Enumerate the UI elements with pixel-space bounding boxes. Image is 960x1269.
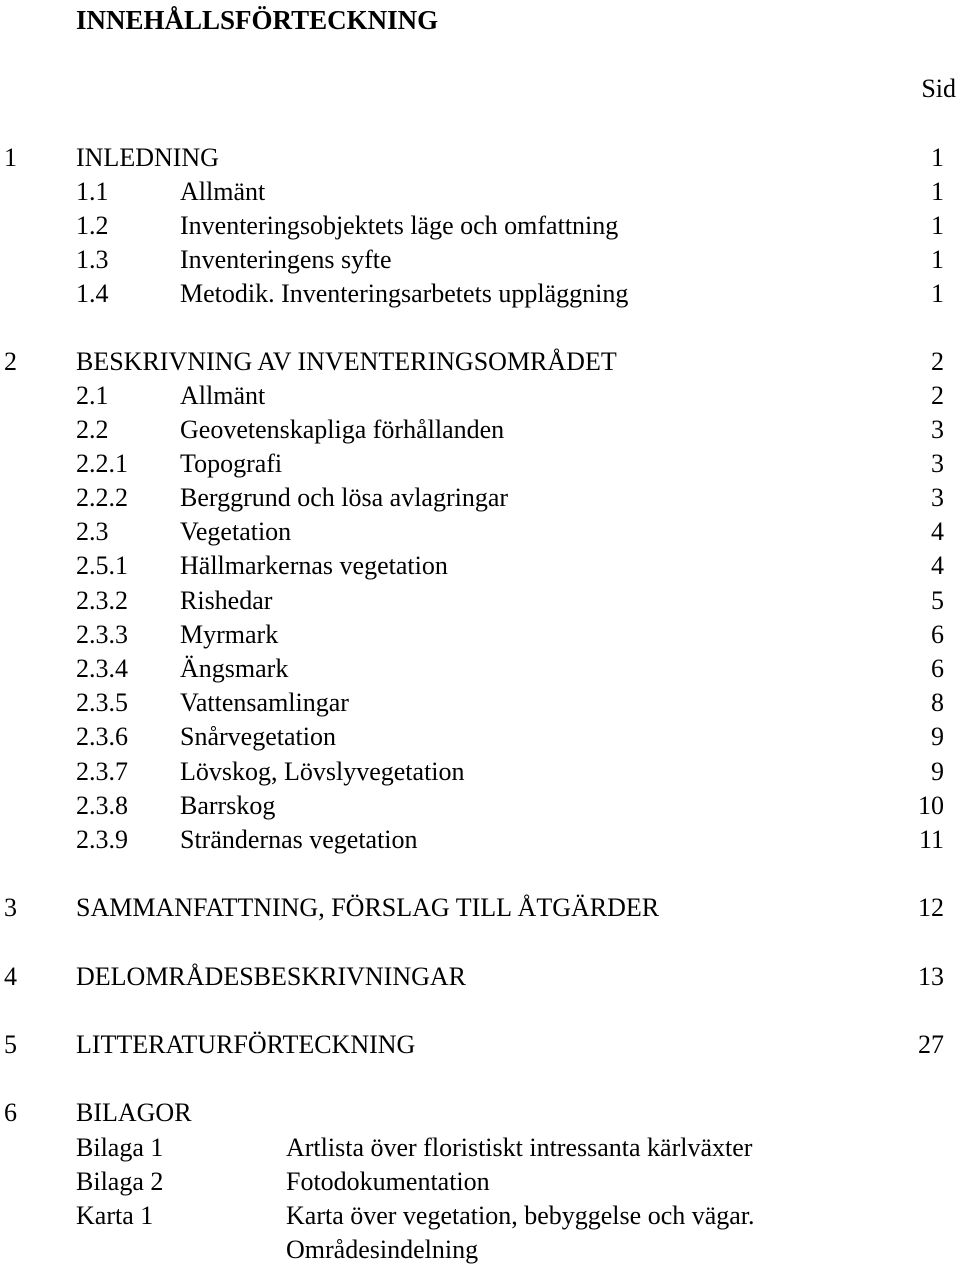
toc-number: 4 (4, 962, 17, 991)
toc-page: 4 (931, 517, 944, 546)
toc-section-2-3-2 (0, 584, 960, 618)
toc-number: 2.3 (76, 517, 109, 546)
toc-number: 2.3.3 (76, 620, 128, 649)
toc-section-1-4 (0, 277, 960, 311)
toc-number: 2.3.2 (76, 586, 128, 615)
toc-number: 1.3 (76, 245, 109, 274)
toc-title: SAMMANFATTNING, FÖRSLAG TILL ÅTGÄRDER (76, 893, 660, 922)
toc-title: Hällmarkernas vegetation (180, 551, 448, 580)
toc-title: Topografi (180, 449, 283, 478)
toc-section-2-3-8 (0, 789, 960, 823)
toc-number: 2.2.1 (76, 449, 128, 478)
toc-title: Berggrund och lösa avlagringar (180, 483, 509, 512)
toc-title: LITTERATURFÖRTECKNING (76, 1030, 416, 1059)
toc-page: 3 (931, 415, 944, 444)
toc-chapter-2 (0, 345, 960, 379)
toc-section-2-3-3 (0, 618, 960, 652)
page-column-label: Sid (921, 74, 956, 103)
toc-page: 9 (931, 722, 944, 751)
toc-page: 27 (918, 1030, 944, 1059)
toc-title: Allmänt (180, 381, 266, 410)
toc-title: INLEDNING (76, 143, 219, 172)
toc-section-2-2-1 (0, 447, 960, 481)
toc-title: Metodik. Inventeringsarbetets uppläggning (180, 279, 629, 308)
toc-page: 11 (918, 825, 944, 854)
toc-page: 3 (931, 483, 944, 512)
toc-section-2-1 (0, 379, 960, 413)
toc-page: 12 (918, 893, 944, 922)
toc-section-2-3-5 (0, 686, 960, 720)
attachment-row (0, 1165, 960, 1199)
toc-title: Myrmark (180, 620, 279, 649)
toc-number: 2.3.7 (76, 757, 128, 786)
attachment-description: Karta över vegetation, bebyggelse och vägar. (286, 1201, 755, 1230)
toc-chapter-4 (0, 960, 960, 994)
attachment-row (0, 1199, 960, 1233)
toc-section-2-3-9 (0, 823, 960, 857)
toc-section-1-3 (0, 243, 960, 277)
document-title: INNEHÅLLSFÖRTECKNING (76, 5, 439, 35)
toc-title: Allmänt (180, 177, 266, 206)
toc-page: 13 (918, 962, 944, 991)
toc-title: BESKRIVNING AV INVENTERINGSOMRÅDET (76, 347, 617, 376)
toc-number: 1.2 (76, 211, 109, 240)
toc-page: 1 (931, 211, 944, 240)
attachment-description: Områdesindelning (286, 1235, 479, 1264)
toc-section-2-3-4 (0, 652, 960, 686)
attachment-row-continued (0, 1233, 960, 1267)
toc-page: 4 (931, 551, 944, 580)
toc-number: 1.1 (76, 177, 109, 206)
toc-title: Vegetation (180, 517, 292, 546)
toc-chapter-1 (0, 141, 960, 175)
toc-page: 6 (931, 654, 944, 683)
toc-title: Rishedar (180, 586, 273, 615)
toc-section-2-5-1 (0, 549, 960, 583)
toc-page: 8 (931, 688, 944, 717)
toc-number: 2.2.2 (76, 483, 128, 512)
toc-page: 2 (931, 381, 944, 410)
toc-section-1-2 (0, 209, 960, 243)
attachment-description: Fotodokumentation (286, 1167, 490, 1196)
toc-title: Strändernas vegetation (180, 825, 418, 854)
toc-number: 2.2 (76, 415, 109, 444)
toc-number: 2 (4, 347, 17, 376)
toc-title: BILAGOR (76, 1098, 192, 1127)
toc-page: 1 (931, 177, 944, 206)
toc-number: 3 (4, 893, 17, 922)
toc-number: 2.3.4 (76, 654, 128, 683)
toc-title: Ängsmark (180, 654, 289, 683)
toc-number: 2.1 (76, 381, 109, 410)
toc-number: 2.3.9 (76, 825, 128, 854)
toc-section-2-3 (0, 515, 960, 549)
toc-title: Geovetenskapliga förhållanden (180, 415, 505, 444)
toc-number: 2.3.6 (76, 722, 128, 751)
toc-number: 2.5.1 (76, 551, 128, 580)
toc-title: Lövskog, Lövslyvegetation (180, 757, 465, 786)
toc-page: 10 (918, 791, 944, 820)
toc-title: Barrskog (180, 791, 276, 820)
toc-title: Vattensamlingar (180, 688, 349, 717)
attachment-id: Karta 1 (76, 1201, 154, 1230)
toc-number: 6 (4, 1098, 17, 1127)
toc-section-2-3-6 (0, 720, 960, 754)
attachment-row (0, 1131, 960, 1165)
toc-number: 1.4 (76, 279, 109, 308)
toc-page: 1 (931, 143, 944, 172)
toc-section-2-2 (0, 413, 960, 447)
toc-page: 5 (931, 586, 944, 615)
toc-title: Inventeringens syfte (180, 245, 392, 274)
toc-section-2-2-2 (0, 481, 960, 515)
toc-page: 1 (931, 279, 944, 308)
toc-page: 2 (931, 347, 944, 376)
toc-chapter-5 (0, 1028, 960, 1062)
attachment-description: Artlista över floristiskt intressanta kärlväxter (286, 1133, 753, 1162)
toc-number: 2.3.5 (76, 688, 128, 717)
toc-page: 9 (931, 757, 944, 786)
toc-page: 1 (931, 245, 944, 274)
toc-section-1-1 (0, 175, 960, 209)
attachment-id: Bilaga 1 (76, 1133, 164, 1162)
attachment-id: Bilaga 2 (76, 1167, 164, 1196)
toc-page: 6 (931, 620, 944, 649)
toc-chapter-3 (0, 891, 960, 925)
toc-page: 3 (931, 449, 944, 478)
toc-title: DELOMRÅDESBESKRIVNINGAR (76, 962, 467, 991)
toc-title: Inventeringsobjektets läge och omfattning (180, 211, 619, 240)
toc-number: 5 (4, 1030, 17, 1059)
toc-number: 2.3.8 (76, 791, 128, 820)
toc-number: 1 (4, 143, 17, 172)
toc-chapter-6 (0, 1096, 960, 1130)
toc-title: Snårvegetation (180, 722, 336, 751)
toc-section-2-3-7 (0, 755, 960, 789)
